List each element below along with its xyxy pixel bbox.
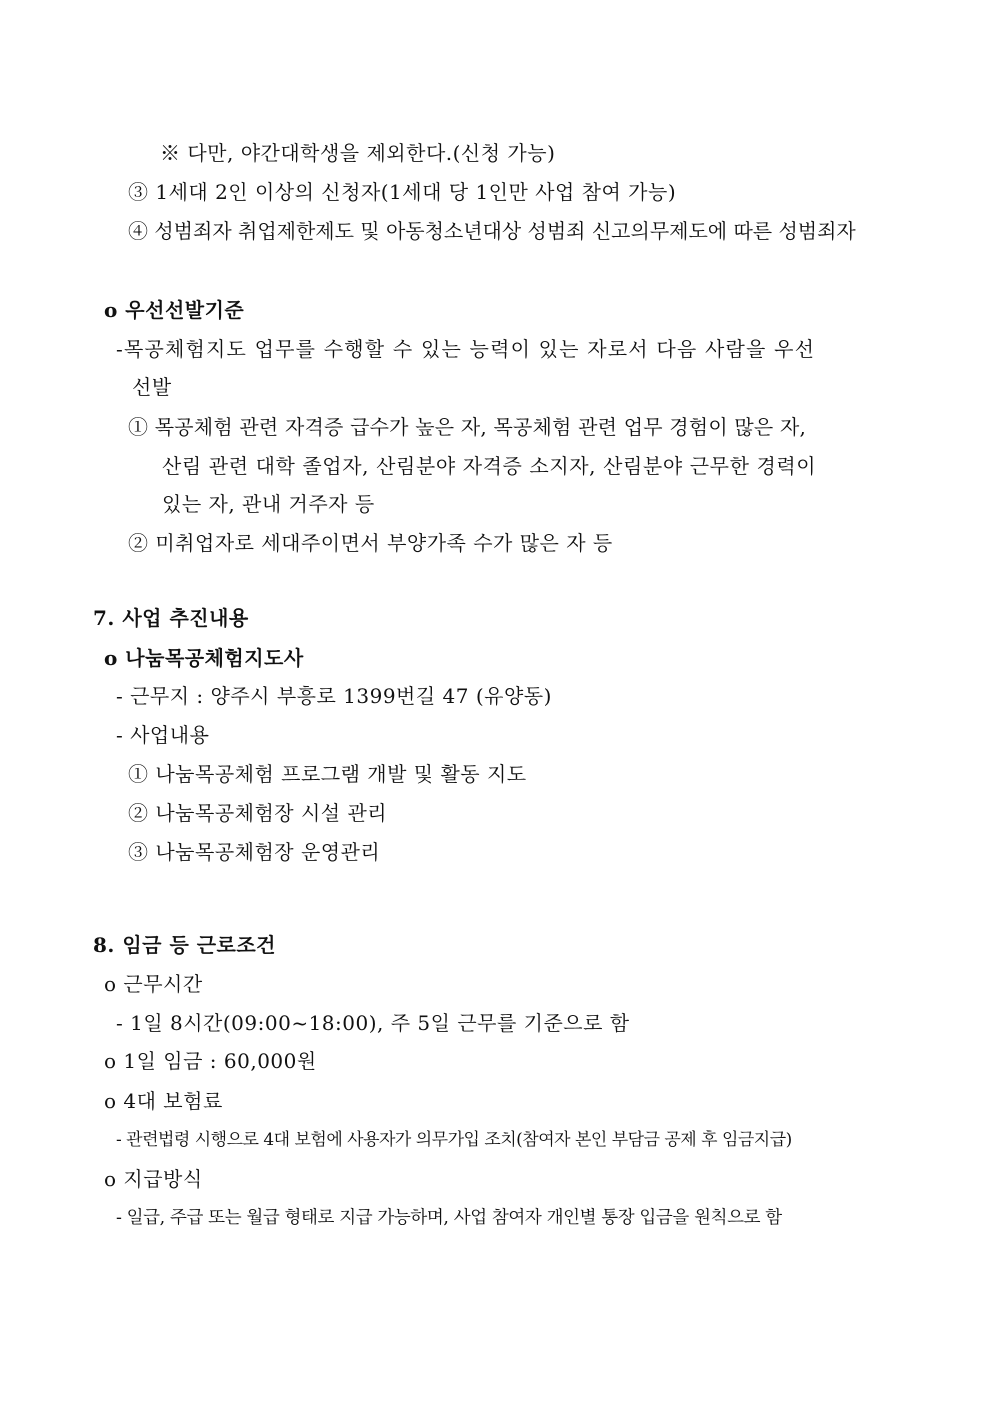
content-item-3: ③ 나눔목공체험장 운영관리	[128, 840, 381, 864]
hours-label: o 근무시간	[104, 972, 203, 996]
daily-wage: o 1일 임금 : 60,000원	[104, 1049, 317, 1073]
section-7-subheading: o 나눔목공체험지도사	[104, 646, 304, 670]
content-item-2: ② 나눔목공체험장 시설 관리	[128, 801, 388, 825]
priority-item-2: ② 미취업자로 세대주이면서 부양가족 수가 많은 자 등	[128, 531, 613, 555]
content-item-1: ① 나눔목공체험 프로그램 개발 및 활동 지도	[128, 762, 527, 786]
section-7-heading: 7. 사업 추진내용	[93, 606, 249, 630]
priority-item-1-line-1: ① 목공체험 관련 자격증 급수가 높은 자, 목공체험 관련 업무 경험이 많은 자,	[128, 415, 807, 439]
note-night-students: ※ 다만, 야간대학생을 제외한다.(신청 가능)	[160, 141, 556, 165]
workplace-line: - 근무지 : 양주시 부흥로 1399번길 47 (유양동)	[116, 684, 552, 708]
payment-label: o 지급방식	[104, 1167, 203, 1191]
insurance-detail: - 관련법령 시행으로 4대 보험에 사용자가 의무가입 조치(참여자 본인 부담금 공제 후 임금지급)	[116, 1130, 792, 1150]
priority-intro-line-2: 선발	[132, 375, 172, 399]
insurance-label: o 4대 보험료	[104, 1089, 223, 1113]
hours-detail: - 1일 8시간(09:00~18:00), 주 5일 근무를 기준으로 함	[116, 1011, 630, 1035]
section-8-heading: 8. 임금 등 근로조건	[93, 933, 277, 957]
exclusion-item-3: ③ 1세대 2인 이상의 신청자(1세대 당 1인만 사업 참여 가능)	[128, 180, 677, 204]
payment-detail: - 일급, 주급 또는 월급 형태로 지급 가능하며, 사업 참여자 개인별 통장 입금을 원칙으로 함	[116, 1208, 782, 1228]
content-label: - 사업내용	[116, 723, 210, 747]
priority-intro-line-1: -목공체험지도 업무를 수행할 수 있는 능력이 있는 자로서 다음 사람을 우선	[116, 337, 816, 361]
priority-item-1-line-3: 있는 자, 관내 거주자 등	[162, 492, 375, 516]
priority-item-1-line-2: 산림 관련 대학 졸업자, 산림분야 자격증 소지자, 산림분야 근무한 경력이	[162, 454, 817, 478]
priority-heading: o 우선선발기준	[104, 298, 245, 322]
exclusion-item-4: ④ 성범죄자 취업제한제도 및 아동청소년대상 성범죄 신고의무제도에 따른 성범죄자	[128, 219, 856, 243]
